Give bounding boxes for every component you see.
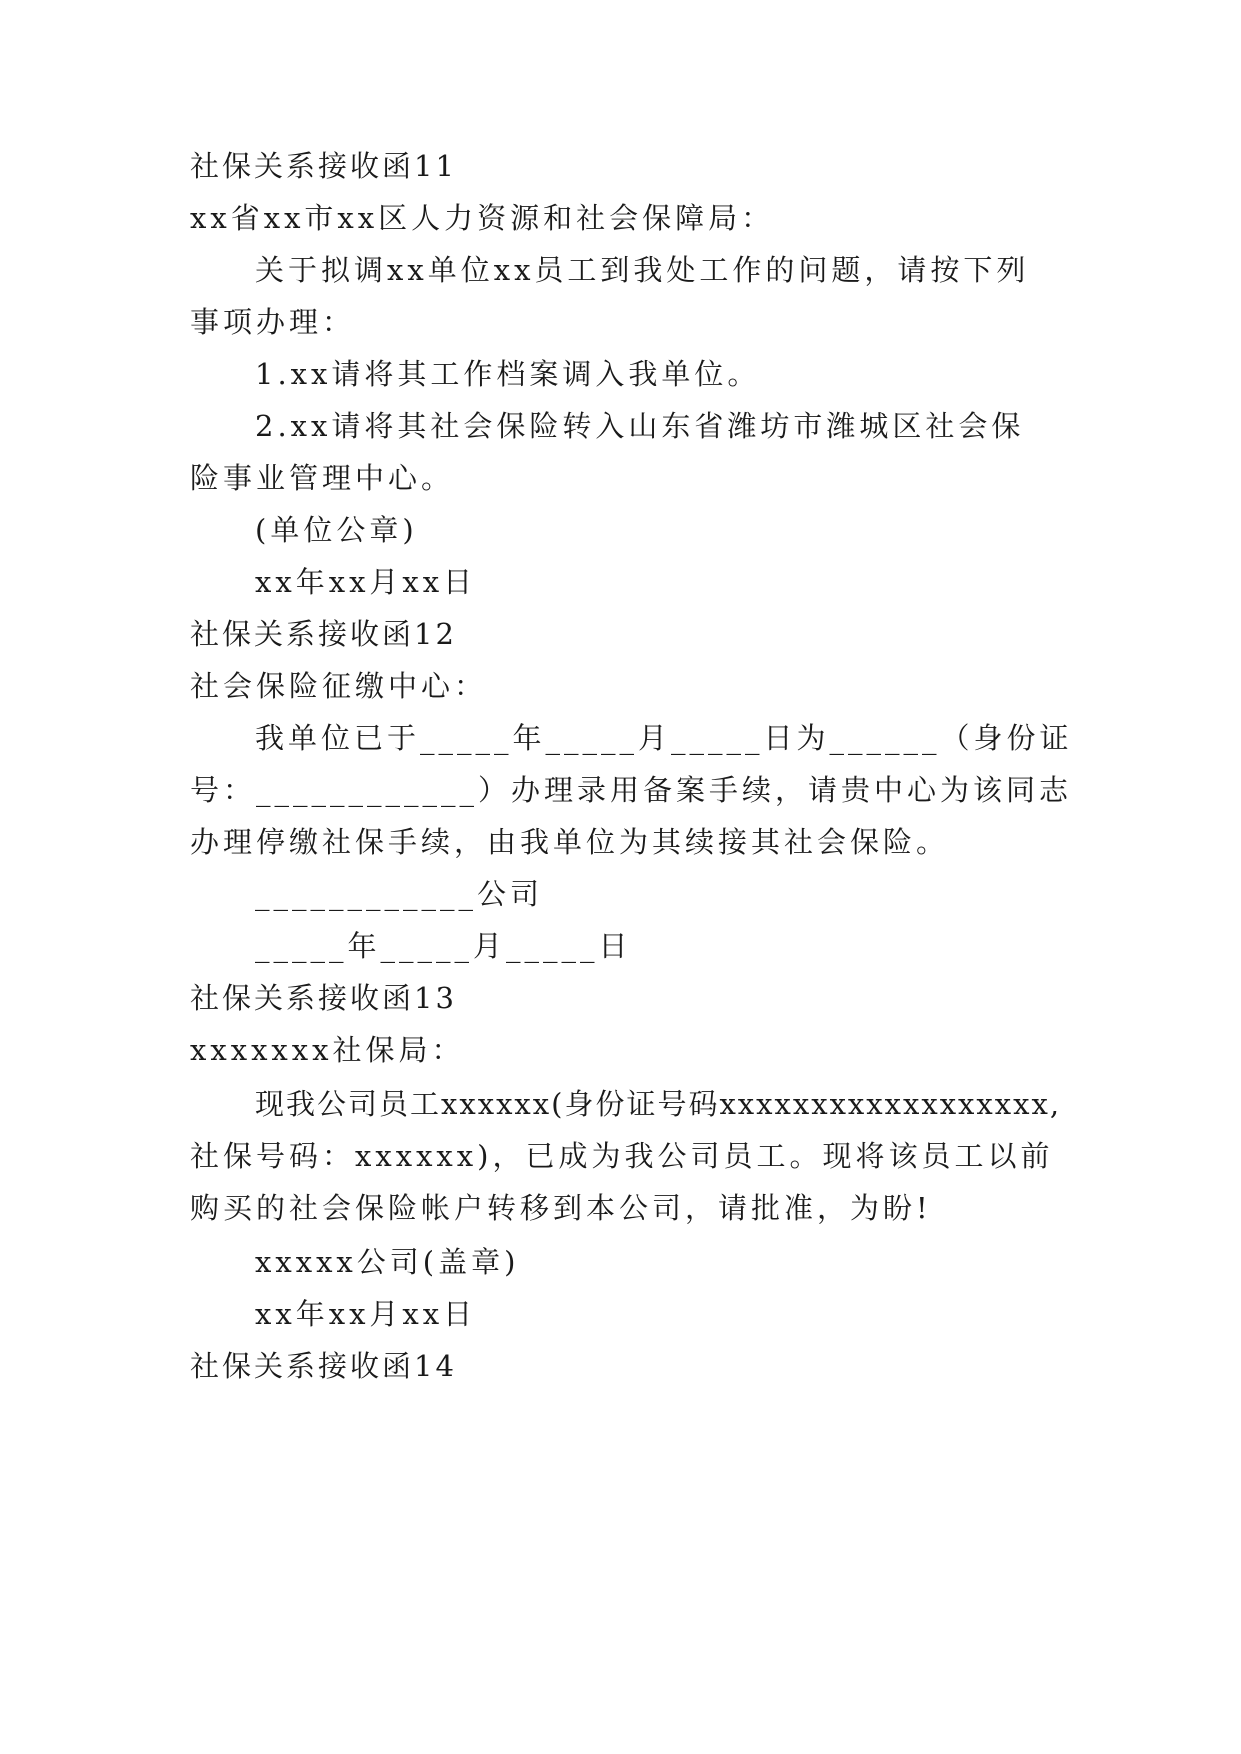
body-line: 号：____________）办理录用备案手续，请贵中心为该同志: [190, 773, 1073, 807]
body-line: 2.xx请将其社会保险转入山东省潍坊市潍城区社会保: [255, 409, 1025, 443]
letter-signature: (单位公章): [255, 513, 418, 547]
letter-addressee: 社会保险征缴中心：: [190, 669, 488, 703]
body-line: 办理停缴社保手续，由我单位为其续接其社会保险。: [190, 825, 950, 859]
letter-title: 社保关系接收函12: [190, 617, 457, 651]
letter-addressee: xx省xx市xx区人力资源和社会保障局：: [190, 201, 775, 235]
letter-signature: xxxxx公司(盖章): [255, 1245, 520, 1279]
body-line: 购买的社会保险帐户转移到本公司，请批准，为盼!: [190, 1191, 932, 1225]
letter-date: _____年_____月_____日: [255, 929, 632, 963]
body-line: 1.xx请将其工作档案调入我单位。: [255, 357, 761, 391]
letter-title: 社保关系接收函13: [190, 981, 457, 1015]
letter-title: 社保关系接收函11: [190, 149, 457, 183]
body-line: 险事业管理中心。: [190, 461, 455, 495]
letter-signature: ____________公司: [255, 877, 544, 911]
body-line: 事项办理：: [190, 305, 356, 339]
letter-addressee: xxxxxxx社保局：: [190, 1033, 465, 1067]
letter-date: xx年xx月xx日: [255, 1297, 477, 1331]
letter-date: xx年xx月xx日: [255, 565, 477, 599]
body-line: 社保号码：xxxxxx)，已成为我公司员工。现将该员工以前: [190, 1139, 1054, 1173]
letter-title: 社保关系接收函14: [190, 1349, 457, 1383]
body-line: 现我公司员工xxxxxx(身份证号码xxxxxxxxxxxxxxxxxx,: [255, 1087, 1062, 1121]
body-line: 我单位已于_____年_____月_____日为______（身份证: [255, 721, 1073, 755]
body-line: 关于拟调xx单位xx员工到我处工作的问题，请按下列: [255, 253, 1030, 287]
